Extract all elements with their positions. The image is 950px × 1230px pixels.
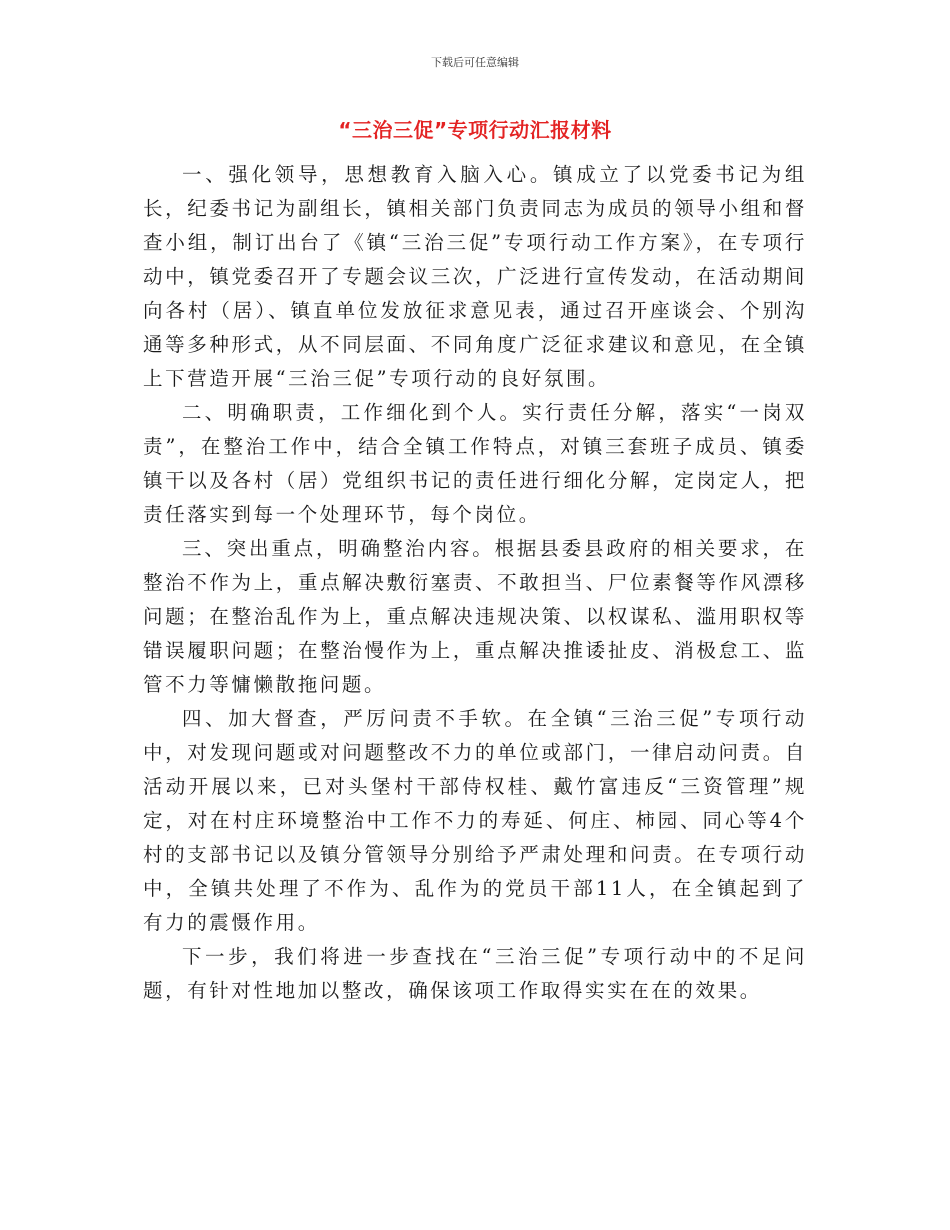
paragraph-1: 一、强化领导，思想教育入脑入心。镇成立了以党委书记为组长，纪委书记为副组长，镇相关部门负责同志为成员的领导小组和督查小组，制订出台了《镇“三治三促”专项行动工作方案》，在专项行动中，镇党委召开了专题会议三次，广泛进行宣传发动，在活动期间向各村（居）、镇直单位发放征求意见表，通过召开座谈会、个别沟通等多种形式，从不同层面、不同角度广泛征求建议和意见，在全镇上下营造开展“三治三促”专项行动的良好氛围。 <box>143 163 807 390</box>
paragraph-3: 三、突出重点，明确整治内容。根据县委县政府的相关要求，在整治不作为上，重点解决敷衍塞责、不敢担当、尸位素餐等作风漂移问题；在整治乱作为上，重点解决违规决策、以权谋私、滥用职权等错误履职问题；在整治慢作为上，重点解决推诿扯皮、消极怠工、监管不力等慵懒散拖问题。 <box>143 537 807 696</box>
paragraph-2: 二、明确职责，工作细化到个人。实行责任分解，落实“一岗双责”，在整治工作中，结合全镇工作特点，对镇三套班子成员、镇委镇干以及各村（居）党组织书记的责任进行细化分解，定岗定人，把责任落实到每一个处理环节，每个岗位。 <box>143 401 807 526</box>
paragraph-4: 四、加大督查，严厉问责不手软。在全镇“三治三促”专项行动中，对发现问题或对问题整改不力的单位或部门，一律启动问责。自活动开展以来，已对头堡村干部侍权桂、戴竹富违反“三资管理”规定，对在村庄环境整治中工作不力的寿延、何庄、柿园、同心等4个村的支部书记以及镇分管领导分别给予严肃处理和问责。在专项行动中，全镇共处理了不作为、乱作为的党员干部11人，在全镇起到了有力的震慑作用。 <box>143 707 807 934</box>
header-note: 下载后可任意编辑 <box>431 56 519 69</box>
document-body <box>143 158 807 1008</box>
document-title: “三治三促”专项行动汇报材料 <box>338 118 612 142</box>
paragraph-5: 下一步，我们将进一步查找在“三治三促”专项行动中的不足问题，有针对性地加以整改，确保该项工作取得实实在在的效果。 <box>143 945 807 1002</box>
